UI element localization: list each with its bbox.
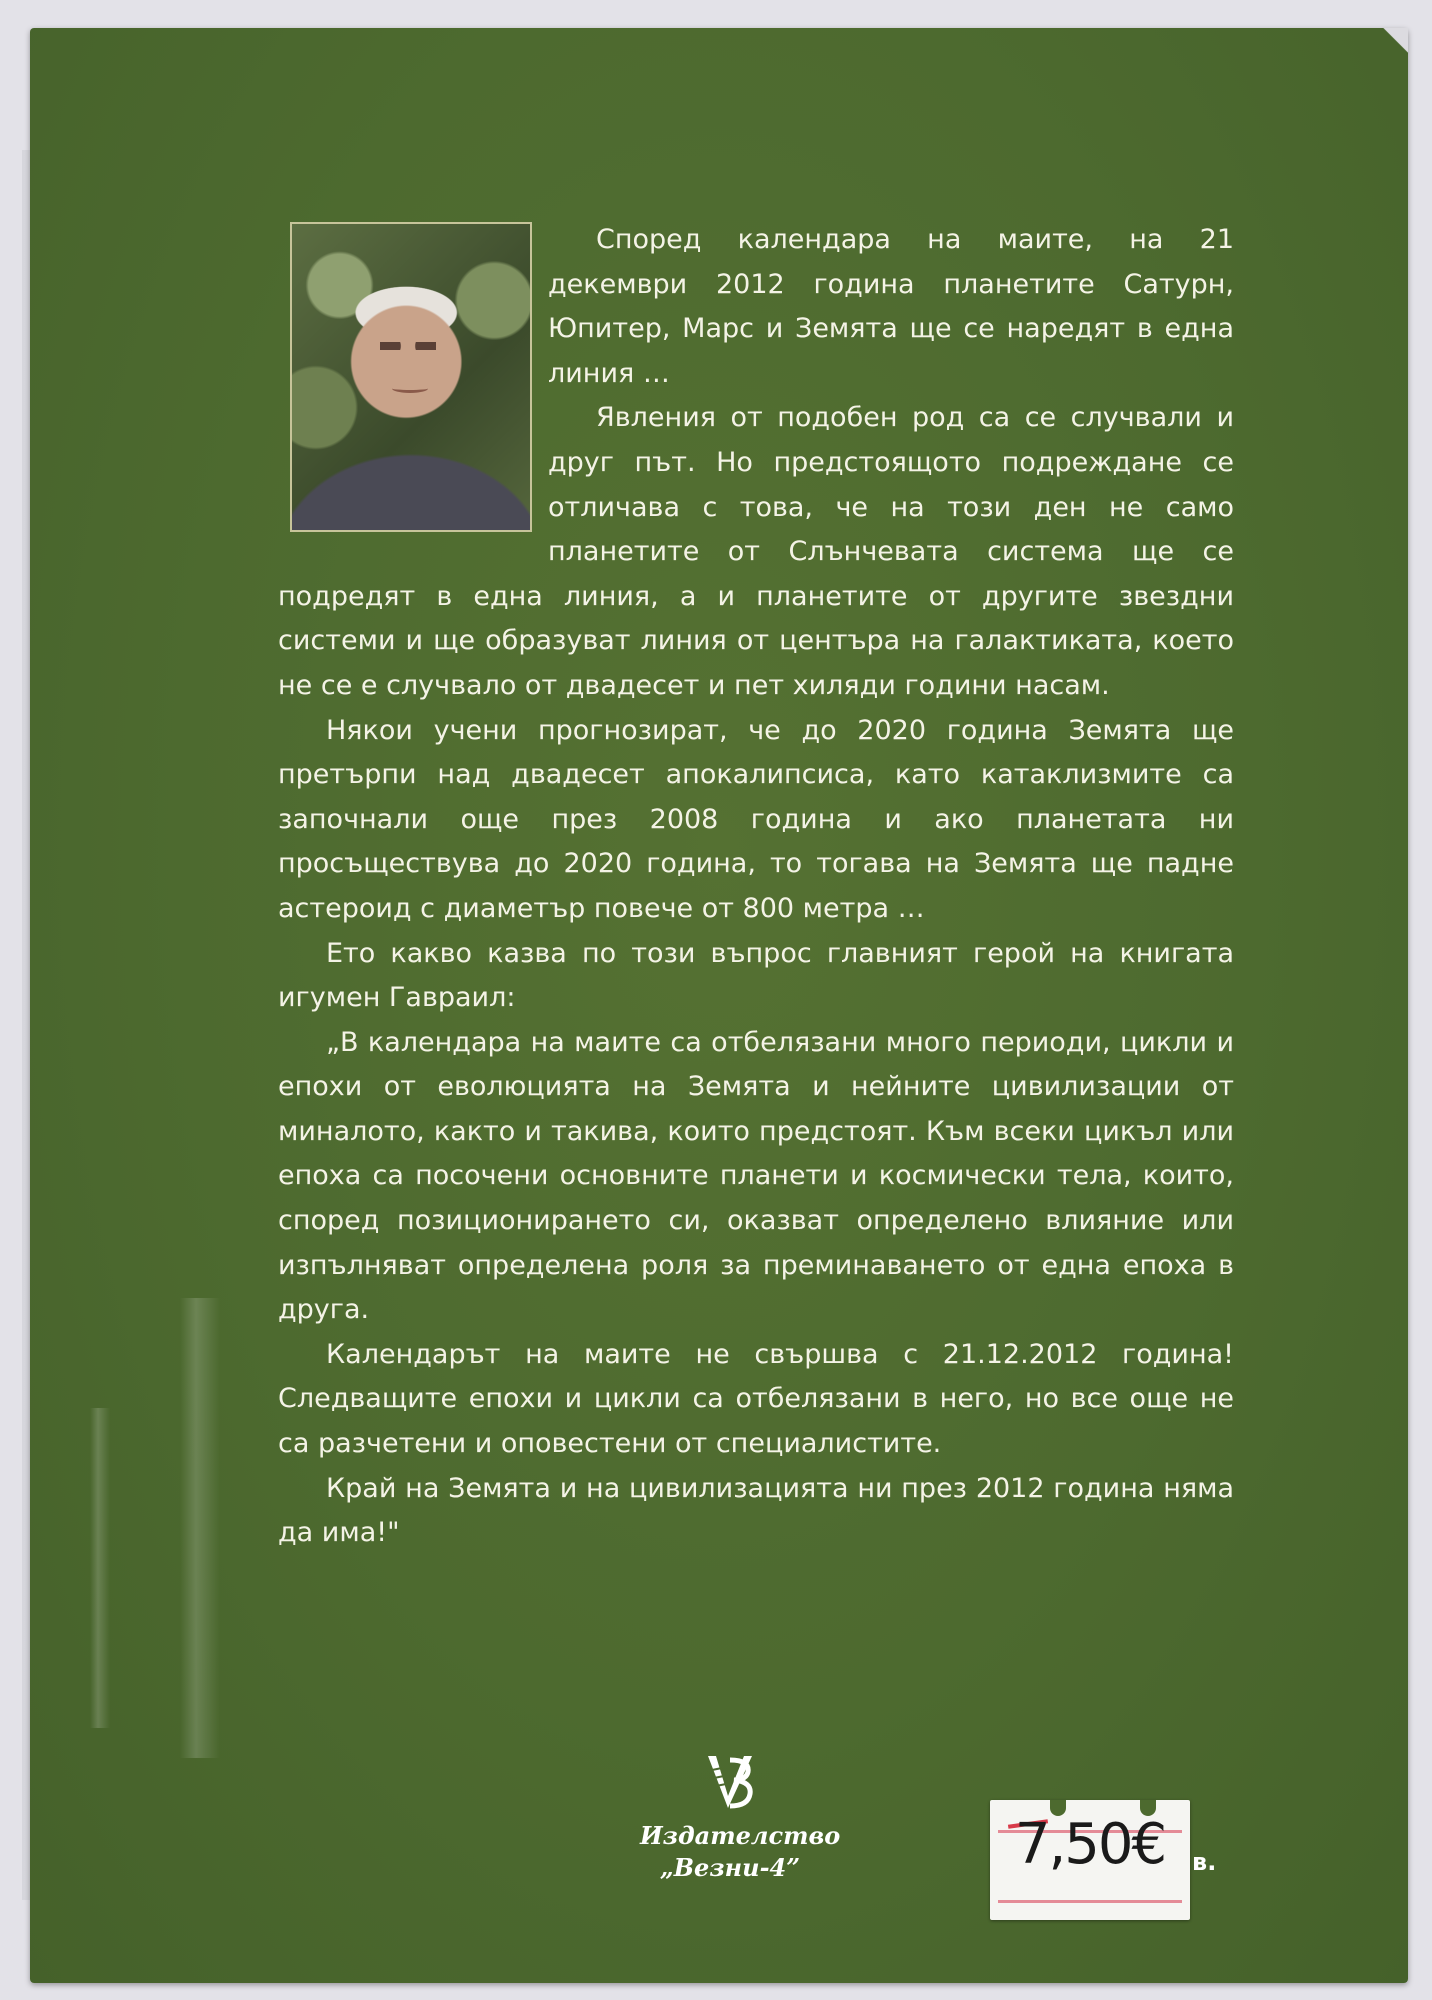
price-suffix: в. <box>1192 1848 1217 1876</box>
price-sticker <box>990 1800 1190 1920</box>
blurb-quote-paragraph: Календарът на маите не свършва с 21.12.2012 година! Следващите епохи и цикли са отбелязани в него, но все още не са разчетени и оповестени от специалистите. <box>278 1338 1234 1460</box>
cover-crease <box>90 1408 110 1728</box>
blurb-paragraph-text: Според календара на маите, на 21 декември 2012 година планетите Сатурн, Юпитер, Марс и Земята ще се наредят в една линия … <box>548 224 1234 389</box>
publisher-v-icon <box>700 1750 760 1814</box>
cover-crease <box>180 1298 220 1758</box>
blurb-paragraph: Ето какво казва по този въпрос главният герой на книгата игумен Гавраил: <box>278 937 1234 1014</box>
sticker-stripe <box>998 1900 1182 1903</box>
worn-corner <box>1348 28 1408 88</box>
blurb-text <box>278 218 1234 1556</box>
blurb-quote-paragraph: „В календара на маите са отбелязани много периоди, цикли и епохи от еволюцията на Земята и нейните цивилизации от миналото, както и такива, които предстоят. Към всеки цикъл или епоха са посочени основните планети и космически тела, които, според позиционирането си, оказват определено влияние или изпълняват определена роля за преминаването от една епоха в друга. <box>278 1026 1234 1326</box>
publisher-line-1: Издателство <box>640 1821 841 1850</box>
publisher-line-2: „Везни-4” <box>659 1853 801 1882</box>
blurb-quote-paragraph: Край на Земята и на цивилизацията ни през 2012 година няма да има!" <box>278 1472 1234 1549</box>
photo-wrap-space <box>278 218 548 534</box>
blurb-paragraph: Някои учени прогнозират, че до 2020 година Земята ще претърпи над двадесет апокалипсиса, като катаклизмите са започнали още през 2008 година и ако планетата ни просъществува до 2020 година, то тогава на Земята ще падне астероид с диаметър повече от 800 метра … <box>278 714 1234 924</box>
blurb-paragraph: Явления от подобен род са се случвали и друг път. Но предстоящото подреждане се отличава с това, че на този ден не само планетите от Слънчевата система ще се подредят в една линия, а и планетите от другите звездни системи и ще образуват линия от центъра на галактиката, което не се е случвало от двадесет и пет хиляди години насам. <box>278 402 1234 701</box>
price-value: 7,50€ <box>1014 1812 1166 1877</box>
publisher-logo <box>640 1750 841 1884</box>
